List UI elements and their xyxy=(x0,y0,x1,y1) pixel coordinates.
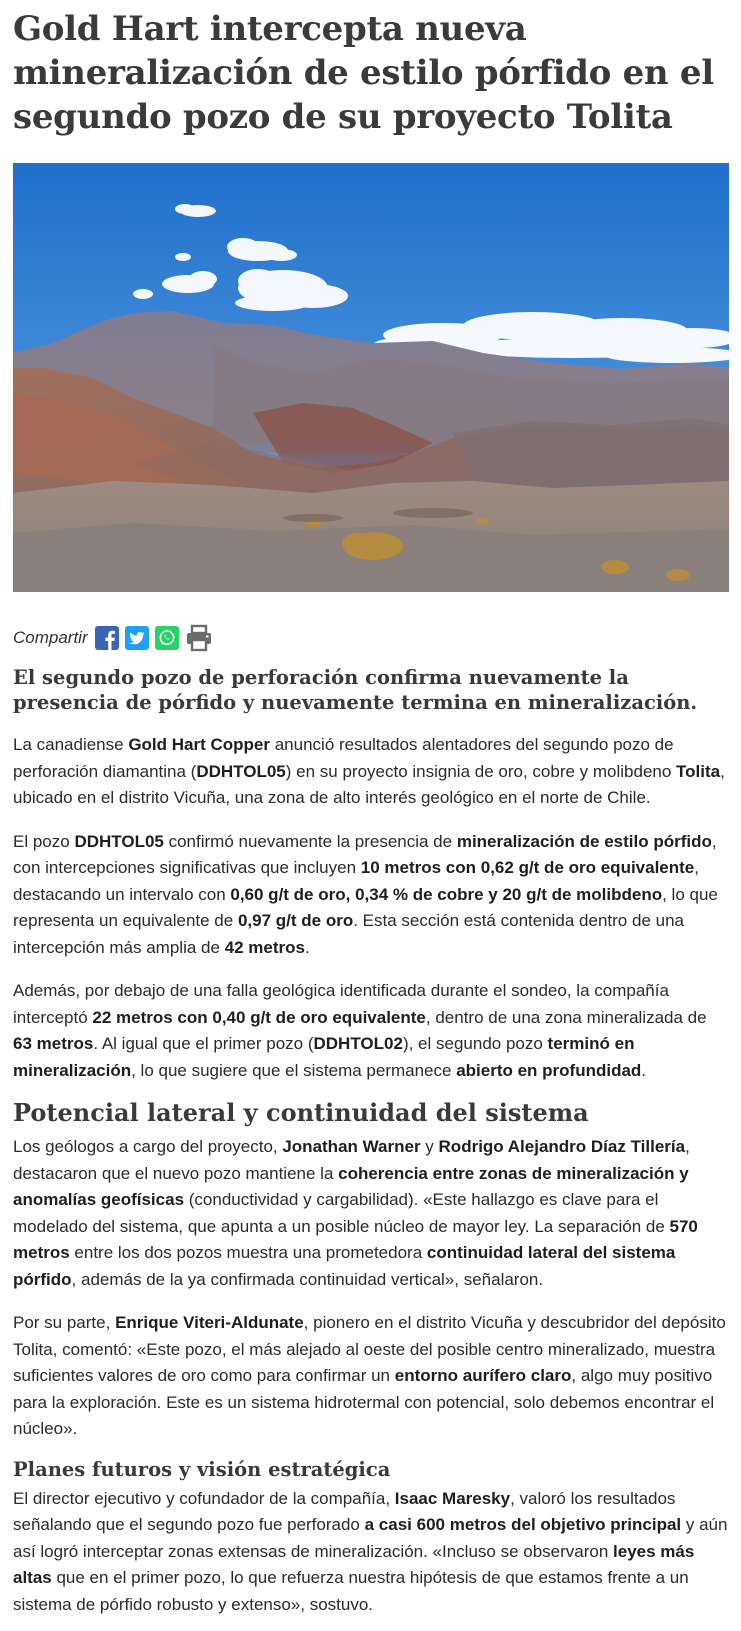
text-run: anunció resultados alentadores del segundo pozo de perforación diamantina ( xyxy=(13,735,674,781)
text-run: , algo muy positivo para la exploración. Este es un sistema hidrotermal con potencial, solo debemos encontrar el núcleo». xyxy=(13,1366,715,1438)
share-bar xyxy=(13,622,728,654)
article xyxy=(0,7,741,1618)
text-run: , dentro de una zona mineralizada de xyxy=(425,1007,707,1027)
text-run: , con intercepciones significativas que incluyen xyxy=(13,831,717,877)
emphasis-text: 42 metros xyxy=(224,937,305,957)
paragraph xyxy=(13,978,729,1084)
twitter-icon xyxy=(125,626,149,650)
emphasis-text: 0,60 g/t de oro, 0,34 % de cobre y 20 g/t de molibdeno xyxy=(230,884,663,904)
emphasis-text: DDHTOL05 xyxy=(196,761,286,781)
emphasis-text: abierto en profundidad xyxy=(456,1060,642,1080)
text-run: , destacaron que el nuevo pozo mantiene la xyxy=(13,1137,690,1183)
emphasis-text: Tolita xyxy=(676,761,721,781)
emphasis-text: entorno aurífero claro xyxy=(394,1366,572,1385)
text-run: Además, por debajo de una falla geológica identificada durante el sondeo, la compañía interceptó xyxy=(13,981,669,1027)
text-run: , destacando un intervalo con xyxy=(13,858,699,904)
text-run: . Al igual que el primer pozo ( xyxy=(93,1034,314,1053)
text-run: entre los dos pozos muestra una prometedora xyxy=(69,1243,427,1262)
text-run: ), el segundo pozo xyxy=(402,1034,548,1053)
paragraph xyxy=(13,1310,729,1443)
text-run: Por su parte, xyxy=(13,1313,116,1332)
text-run: . xyxy=(305,937,310,957)
whatsapp-share-button[interactable] xyxy=(155,626,179,650)
print-button[interactable] xyxy=(185,624,213,652)
text-run: (conductividad y cargabilidad). «Este hallazgo es clave para el modelado del sistema, que apunta a un posible núcleo de mayor ley. La separación de xyxy=(13,1190,670,1236)
emphasis-text: 0,97 g/t de oro xyxy=(237,911,354,930)
emphasis-text: a casi 600 metros del objetivo principal xyxy=(364,1515,682,1534)
printer-icon xyxy=(185,624,213,652)
emphasis-text: continuidad lateral del sistema pórfido xyxy=(13,1243,676,1289)
section-heading: Planes futuros y visión estratégica xyxy=(13,1457,391,1481)
text-run: Los geólogos a cargo del proyecto, xyxy=(13,1137,283,1156)
hero-image xyxy=(13,163,729,592)
twitter-share-button[interactable] xyxy=(125,626,149,650)
text-run: confirmó nuevamente la presencia de xyxy=(163,831,457,851)
whatsapp-icon xyxy=(155,626,179,650)
emphasis-text: DDHTOL05 xyxy=(74,831,164,851)
text-run: , además de la ya confirmada continuidad vertical», señalaron. xyxy=(71,1269,544,1289)
emphasis-text: 570 metros xyxy=(13,1216,698,1262)
emphasis-text: leyes más altas xyxy=(13,1541,695,1587)
text-run: que en el primer pozo, lo que refuerza nuestra hipótesis de que estamos frente a un sistema de pórfido robusto y extenso», sostuvo. xyxy=(13,1568,689,1614)
emphasis-text: Enrique Viteri-Aldunate xyxy=(115,1313,304,1332)
emphasis-text: Jonathan Warner xyxy=(282,1137,421,1156)
text-run: La canadiense xyxy=(13,735,129,754)
text-run: El director ejecutivo y cofundador de la compañía, xyxy=(13,1488,395,1508)
emphasis-text: 63 metros xyxy=(13,1034,94,1053)
facebook-icon xyxy=(95,626,119,650)
emphasis-text: coherencia entre zonas de mineralización y anomalías geofísicas xyxy=(13,1163,689,1209)
text-run: , pionero en el distrito Vicuña y descubridor del depósito Tolita, comentó: «Este pozo, el más alejado al oeste del posible centro mineralizado, muestra suficientes valores de oro como para confirmar un xyxy=(13,1313,726,1385)
emphasis-text: 22 metros con 0,40 g/t de oro equivalente xyxy=(92,1007,426,1027)
text-run: . xyxy=(641,1060,647,1080)
emphasis-text: Rodrigo Alejandro Díaz Tillería xyxy=(438,1137,686,1156)
article-subtitle: El segundo pozo de perforación confirma nuevamente la presencia de pórfido y nuevamente termina en mineralización. xyxy=(13,666,698,714)
emphasis-text: mineralización de estilo pórfido xyxy=(456,831,712,851)
paragraph xyxy=(13,732,729,812)
text-run: El pozo xyxy=(13,831,75,851)
text-run: y aún así logró interceptar zonas extensas de mineralización. «Incluso se observaron xyxy=(13,1515,728,1561)
article-title: Gold Hart intercepta nueva mineralización de estilo pórfido en el segundo pozo de su proyecto Tolita xyxy=(13,9,714,137)
section-heading: Potencial lateral y continuidad del sistema xyxy=(13,1098,589,1127)
emphasis-text: Gold Hart Copper xyxy=(128,735,270,754)
text-run: ) en su proyecto insignia de oro, cobre y molibdeno xyxy=(285,761,677,781)
emphasis-text: DDHTOL02 xyxy=(313,1034,403,1053)
text-run: . Esta sección está contenida dentro de una intercepción más amplia de xyxy=(13,911,684,957)
paragraph xyxy=(13,1134,729,1293)
emphasis-text: 10 metros con 0,62 g/t de oro equivalente xyxy=(360,858,695,877)
text-run: , lo que sugiere que el sistema permanece xyxy=(131,1060,457,1080)
share-label: Compartir xyxy=(13,628,88,647)
emphasis-text: Isaac Maresky xyxy=(394,1488,511,1508)
landscape-image xyxy=(13,163,729,592)
text-run: , ubicado en el distrito Vicuña, una zona de alto interés geológico en el norte de Chile. xyxy=(13,761,725,807)
emphasis-text: terminó en mineralización xyxy=(13,1034,635,1080)
text-run: y xyxy=(420,1137,439,1156)
paragraph xyxy=(13,1486,729,1619)
facebook-share-button[interactable] xyxy=(95,626,119,650)
text-run: , lo que representa un equivalente de xyxy=(13,884,718,930)
intro-paragraphs xyxy=(13,732,728,1084)
text-run: , valoró los resultados señalando que el segundo pozo fue perforado xyxy=(13,1488,676,1534)
paragraph xyxy=(13,829,729,962)
